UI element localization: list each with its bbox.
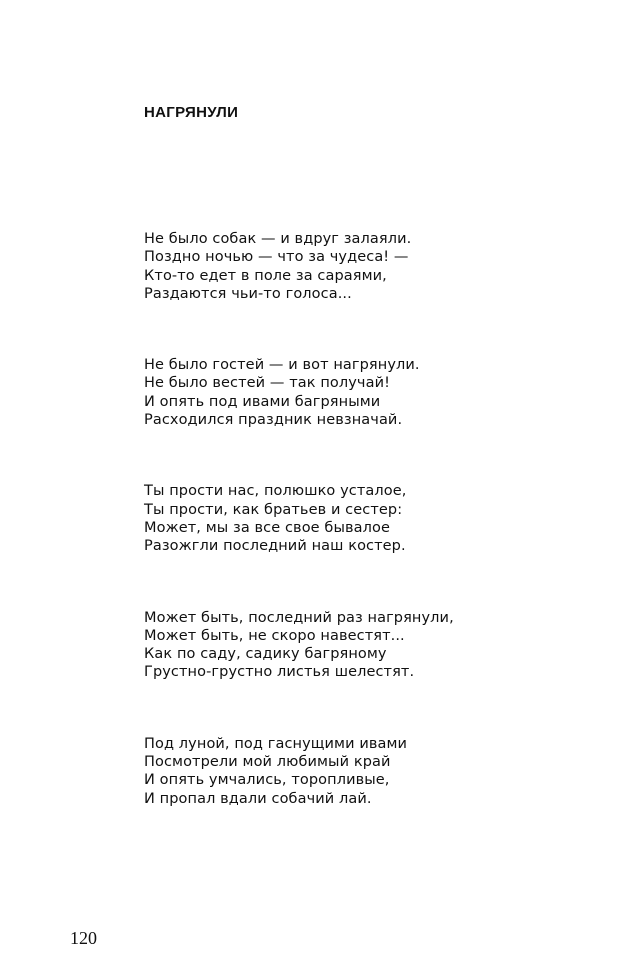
poem-line: Под луной, под гаснущими ивами <box>144 735 408 752</box>
stanza-5 <box>144 735 604 808</box>
poem-line: Расходился праздник невзначай. <box>144 412 403 429</box>
poem-line: Как по саду, садику багряному <box>144 646 387 663</box>
stanza-1 <box>144 230 604 303</box>
poem-body <box>144 230 604 861</box>
poem-line: Разожгли последний наш костер. <box>144 538 406 555</box>
poem-line: Грустно-грустно листья шелестят. <box>144 664 415 681</box>
stanza-2 <box>144 356 604 429</box>
page-number: 120 <box>70 928 97 948</box>
poem-line: И опять умчались, торопливые, <box>144 772 390 789</box>
poem-line: Не было вестей — так получай! <box>144 375 391 392</box>
poem-line: Может, мы за все свое бывалое <box>144 519 390 536</box>
poem-line: Ты прости нас, полюшко усталое, <box>144 483 407 500</box>
poem-title: НАГРЯНУЛИ <box>144 104 239 121</box>
poem-line: Поздно ночью — что за чудеса! — <box>144 249 409 266</box>
poem-line: Раздаются чьи-то голоса... <box>144 285 352 302</box>
poem-line: Не было собак — и вдруг залаяли. <box>144 231 412 247</box>
poem-line: Может быть, не скоро навестят... <box>144 627 405 644</box>
poem-line: Посмотрели мой любимый край <box>144 754 391 771</box>
poem-line: Кто-то едет в поле за сараями, <box>144 267 387 284</box>
poem-line: Может быть, последний раз нагрянули, <box>144 609 454 626</box>
poem-line: И пропал вдали собачий лай. <box>144 790 372 807</box>
stanza-4 <box>144 609 604 682</box>
stanza-3 <box>144 482 604 555</box>
poem-line: И опять под ивами багряными <box>144 393 381 410</box>
poem-line: Не было гостей — и вот нагрянули. <box>144 357 420 374</box>
poem-line: Ты прости, как братьев и сестер: <box>144 501 403 518</box>
